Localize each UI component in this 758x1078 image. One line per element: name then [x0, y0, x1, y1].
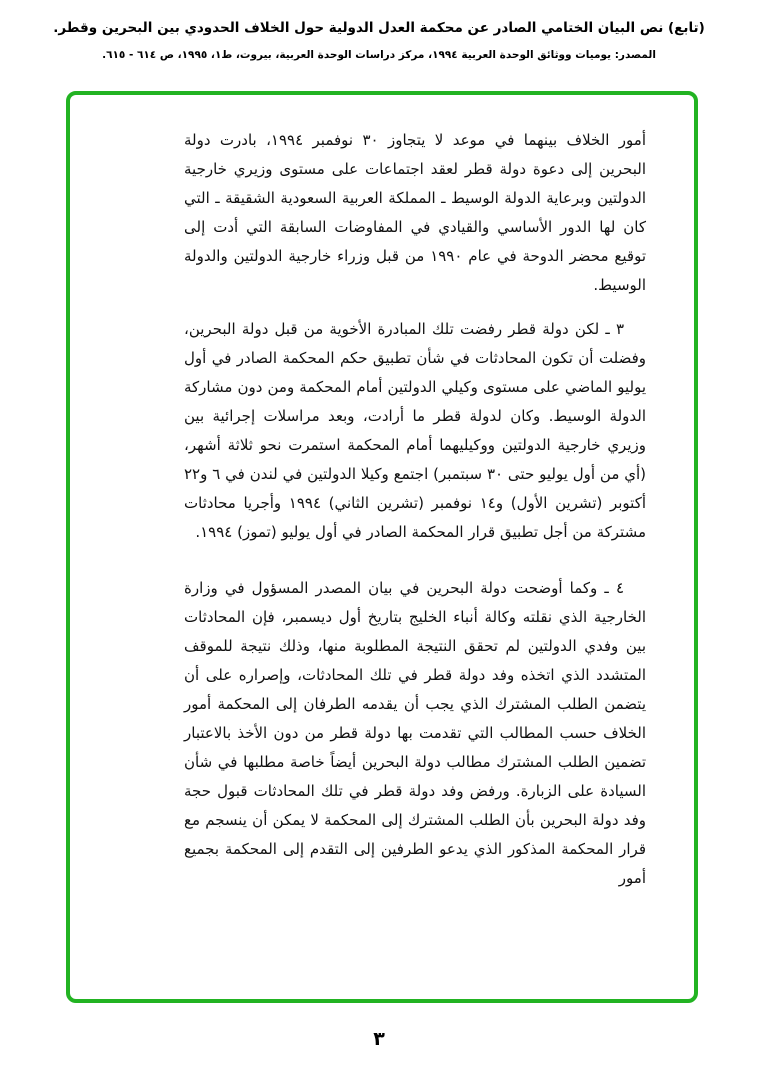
- document-header: [0, 0, 758, 63]
- paragraph: ٤ ـ وكما أوضحت دولة البحرين في بيان المصدر المسؤول في وزارة الخارجية الذي نقلته وكالة أنباء الخليج بتاريخ أول ديسمبر، فإن المحادثات بين وفدي الدولتين لم تحقق النتيجة المطلوبة منها، وذلك نتيجة للموقف المتشدد الذي اتخذه وفد دولة قطر في تلك المحادثات، وإصراره على أن يتضمن الطلب المشترك الذي يجب أن يقدمه الطرفان إلى المحكمة أمور الخلاف حسب المطالب التي تقدمت بها دولة قطر من دون الأخذ بالاعتبار تضمين الطلب المشترك مطالب دولة البحرين أيضاً خاصة مطلبها في شأن السيادة على الزبارة. ورفض وفد دولة قطر في تلك المحادثات قبول حجة وفد دولة البحرين بأن الطلب المشترك إلى المحكمة لا يمكن أن ينسجم مع قرار المحكمة المذكور الذي يدعو الطرفين إلى التقدم إلى المحكمة بجميع أمور: [184, 579, 646, 887]
- document-body: [184, 126, 646, 893]
- document-title: (تابع) نص البيان الختامي الصادر عن محكمة العدل الدولية حول الخلاف الحدودي بين البحرين وقطر.: [53, 20, 705, 36]
- paragraph: أمور الخلاف بينهما في موعد لا يتجاوز ٣٠ نوفمبر ١٩٩٤، بادرت دولة البحرين إلى دعوة دولة قطر لعقد اجتماعات على مستوى وزيري خارجية الدولتين وبرعاية الدولة الوسيط ـ المملكة العربية السعودية الشقيقة ـ التي كان لها الدور الأساسي والقيادي في المفاوضات السابقة التي أدت إلى توقيع محضر الدوحة في عام ١٩٩٠ من قبل وزراء خارجية الدولتين والدولة الوسيط.: [184, 131, 647, 294]
- paragraph: ٣ ـ لكن دولة قطر رفضت تلك المبادرة الأخوية من قبل دولة البحرين، وفضلت أن تكون المحادثات في شأن تطبيق حكم المحكمة الصادر في أول يوليو الماضي على مستوى وكيلي الدولتين أمام المحكمة ومن دون مشاركة الدولة الوسيط. وكان لدولة قطر ما أرادت، وبعد مراسلات إجرائية بين وزيري خارجية الدولتين ووكيليهما أمام المحكمة استمرت نحو ثلاثة أشهر، (أي من أول يوليو حتى ٣٠ سبتمبر) اجتمع وكيلا الدولتين في لندن في ٦ و٢٢ أكتوبر (تشرين الأول) و١٤ نوفمبر (تشرين الثاني) ١٩٩٤ وأجريا محادثات مشتركة من أجل تطبيق قرار المحكمة الصادر في أول يوليو (تموز) ١٩٩٤.: [184, 320, 647, 541]
- page-number: ٣: [373, 1028, 385, 1050]
- document-source-line: المصدر: يوميات ووثائق الوحدة العربية ١٩٩٤، مركز دراسات الوحدة العربية، بيروت، ط١، ١٩٩٥، ص ٦١٤ - ٦١٥.: [102, 49, 656, 61]
